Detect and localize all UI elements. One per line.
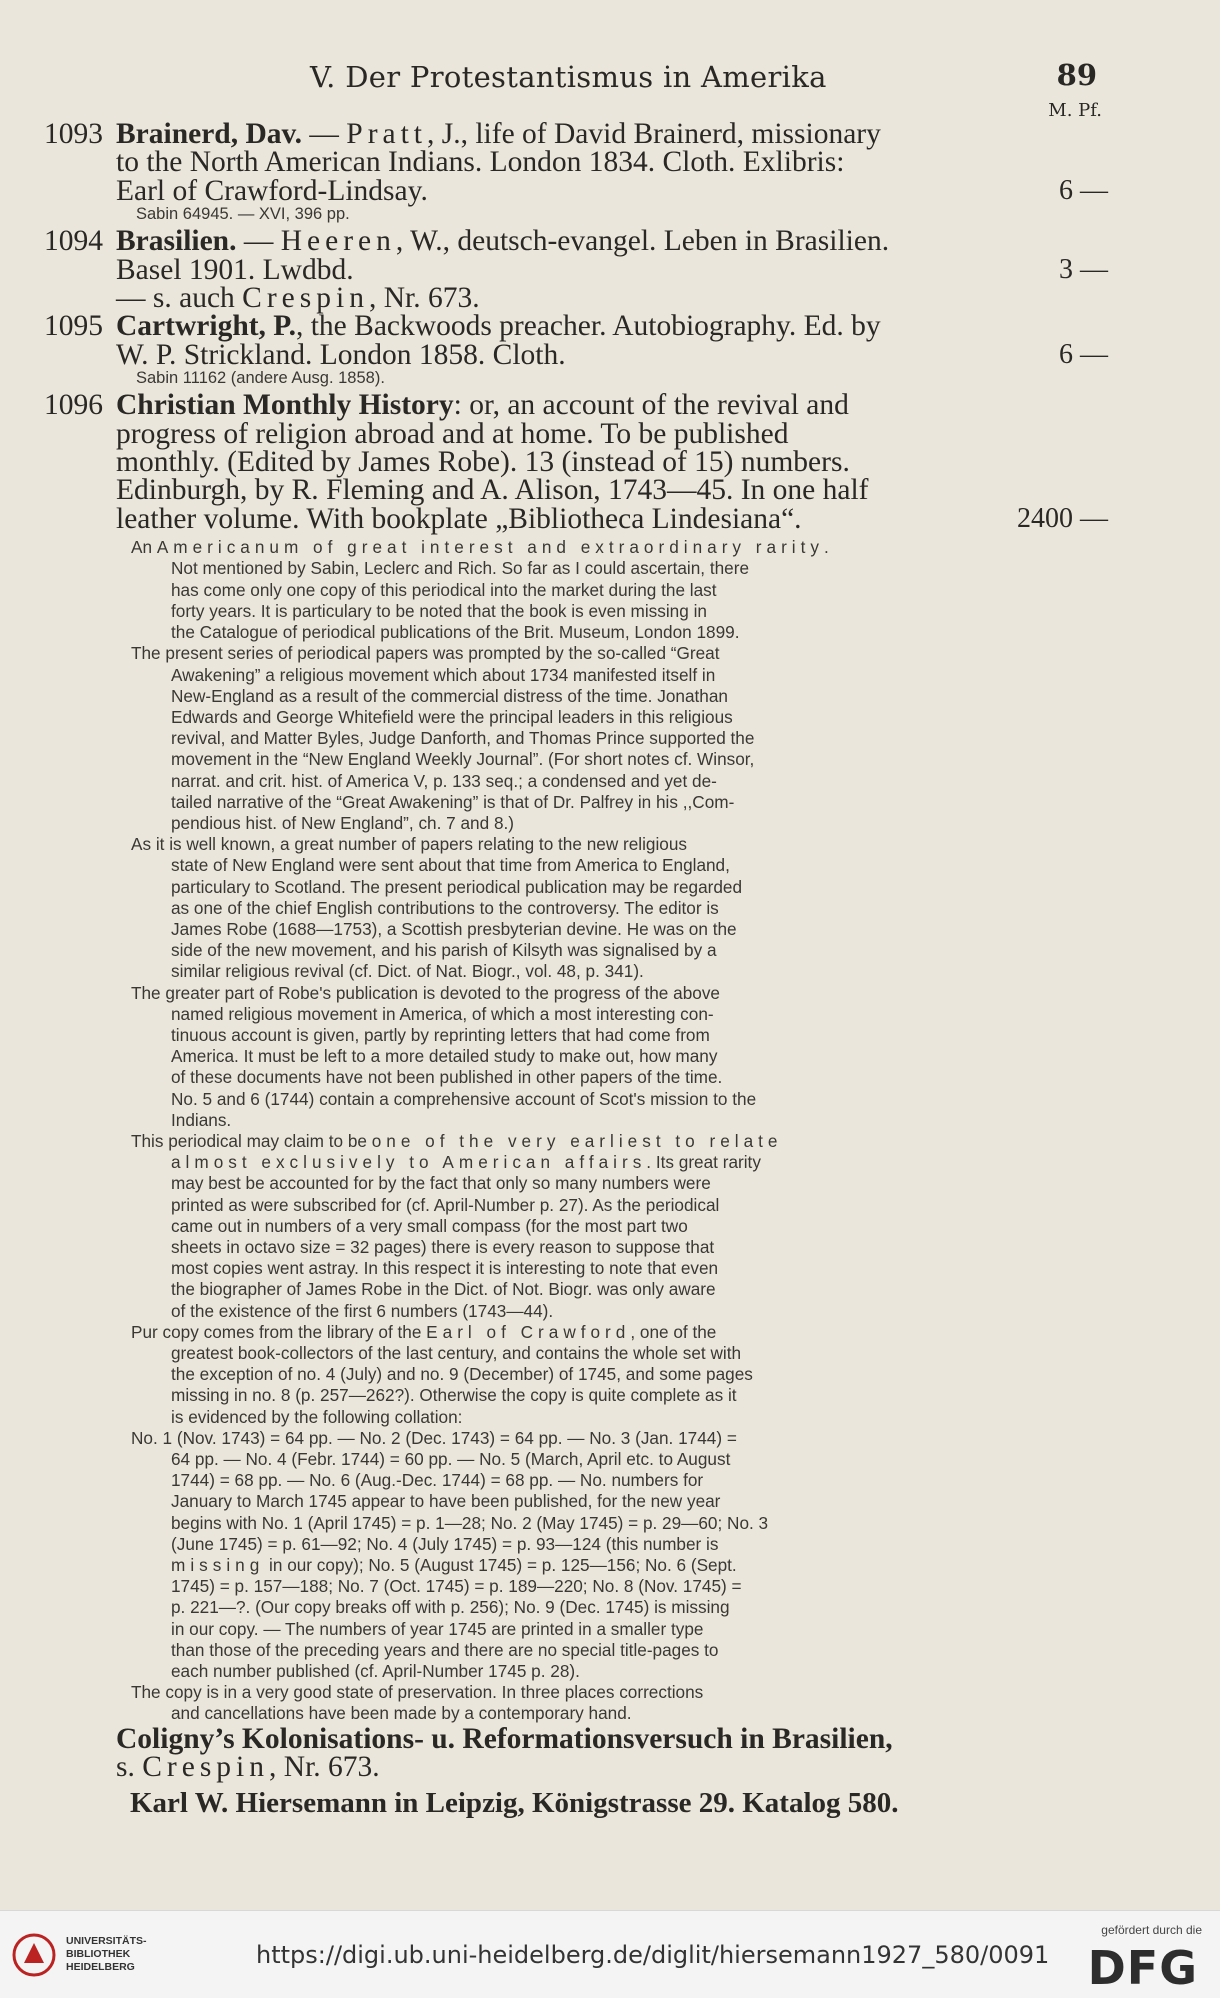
entry-price: 2400 — bbox=[1017, 502, 1108, 534]
entry-line bbox=[44, 174, 1108, 207]
note-line: as one of the chief English contributions to the controversy. The editor is bbox=[171, 897, 719, 918]
note-line: January to March 1745 appear to have been published, for the new year bbox=[171, 1491, 721, 1512]
entry-line bbox=[44, 310, 1104, 343]
note-line: As it is well known, a great number of papers relating to the new religious bbox=[131, 834, 688, 855]
note-line: side of the new movement, and his parish of Kilsyth was signalised by a bbox=[171, 940, 717, 961]
entry-line bbox=[44, 225, 1104, 258]
entry-line bbox=[44, 338, 1108, 371]
note-line: No. 5 and 6 (1744) contain a comprehensive account of Scot's mission to the bbox=[171, 1088, 757, 1109]
note-line: revival, and Matter Byles, Judge Danforth, and Thomas Prince supported the bbox=[171, 728, 755, 749]
note-line: This periodical may claim to be one of the very earliest to relate bbox=[131, 1130, 783, 1151]
note-line: most copies went astray. In this respect it is interesting to note that even bbox=[171, 1258, 719, 1279]
note-paragraph bbox=[131, 1322, 1104, 1428]
entry-text: monthly. (Edited by James Robe). 13 (instead of 15) numbers. bbox=[116, 446, 850, 479]
note-line: missing in no. 8 (p. 257—262?). Otherwise the copy is quite complete as it bbox=[171, 1385, 737, 1406]
sabin-reference: Sabin 64945. — XVI, 396 pp. bbox=[136, 205, 350, 224]
note-line: tailed narrative of the “Great Awakening” is that of Dr. Palfrey in his ,,Com- bbox=[171, 791, 735, 812]
catalog-entry bbox=[44, 118, 1108, 224]
university-library-logo bbox=[66, 1935, 147, 1974]
note-paragraph bbox=[131, 834, 1104, 982]
note-line: the biographer of James Robe in the Dict. of Not. Biogr. was only aware bbox=[171, 1279, 716, 1300]
note-line: of the existence of the first 6 numbers (1743—44). bbox=[171, 1300, 554, 1321]
funding-note: gefördert durch die bbox=[1101, 1923, 1202, 1937]
note-line: 64 pp. — No. 4 (Febr. 1744) = 60 pp. — No. 5 (March, April etc. to August bbox=[171, 1449, 731, 1470]
entry-line: Coligny’s Kolonisations- u. Reformationsversuch in Brasilien, bbox=[116, 1722, 893, 1755]
note-line: Pur copy comes from the library of the Earl of Crawford, one of the bbox=[131, 1321, 717, 1342]
note-paragraph bbox=[131, 1682, 1104, 1724]
note-line: begins with No. 1 (April 1745) = p. 1—28; No. 2 (May 1745) = p. 29—60; No. 3 bbox=[171, 1512, 769, 1533]
entry-text: — s. auch Crespin, Nr. 673. bbox=[116, 282, 480, 315]
catalog-entries bbox=[44, 118, 1108, 1784]
entry-price: 6 — bbox=[1059, 338, 1108, 370]
note-paragraph bbox=[131, 1131, 1104, 1322]
note-line: of these documents have not been published in other papers of the time. bbox=[171, 1067, 723, 1088]
logo-line: UNIVERSITÄTS- bbox=[66, 1935, 147, 1947]
note-line: each number published (cf. April-Number 1745 p. 28). bbox=[171, 1661, 580, 1682]
entry-text: Edinburgh, by R. Fleming and A. Alison, 1743—45. In one half bbox=[116, 474, 869, 507]
entry-number: 1096 bbox=[44, 389, 103, 422]
note-line: tinuous account is given, partly by reprinting letters that had come from bbox=[171, 1024, 710, 1045]
note-line: pendious hist. of New England”, ch. 7 and 8.) bbox=[171, 812, 515, 833]
logo-line: HEIDELBERG bbox=[66, 1961, 135, 1973]
page-number: 89 bbox=[1056, 58, 1097, 92]
note-line: greatest book-collectors of the last century, and contains the whole set with bbox=[171, 1343, 742, 1363]
note-line: 1744) = 68 pp. — No. 6 (Aug.-Dec. 1744) = 68 pp. — No. numbers for bbox=[171, 1470, 704, 1491]
note-line: No. 1 (Nov. 1743) = 64 pp. — No. 2 (Dec. 1743) = 64 pp. — No. 3 (Jan. 1744) = bbox=[131, 1427, 737, 1448]
note-paragraph bbox=[131, 643, 1104, 834]
entry-text: leather volume. With bookplate „Bibliotheca Lindesiana“. bbox=[116, 502, 802, 535]
university-seal-icon bbox=[12, 1933, 56, 1977]
note-paragraph bbox=[131, 1428, 1104, 1682]
note-line: has come only one copy of this periodical into the market during the last bbox=[171, 579, 717, 600]
note-line: similar religious revival (cf. Dict. of Nat. Biogr., vol. 48, p. 341). bbox=[171, 961, 644, 982]
entry-line bbox=[44, 474, 1104, 507]
entry-line bbox=[44, 389, 1104, 422]
note-line: The present series of periodical papers was prompted by the so-called “Great bbox=[131, 643, 720, 664]
note-line: New-England as a result of the commercial distress of the time. Jonathan bbox=[171, 685, 728, 706]
note-line: almost exclusively to American affairs. Its great rarity bbox=[171, 1152, 761, 1173]
note-line: the Catalogue of periodical publications of the Brit. Museum, London 1899. bbox=[171, 622, 740, 643]
entry-text: Basel 1901. Lwdbd. bbox=[116, 253, 354, 286]
entry-line bbox=[44, 253, 1108, 286]
note-line: An Americanum of great interest and extraordinary rarity. bbox=[131, 537, 829, 558]
entry-line bbox=[44, 417, 1104, 450]
note-line: narrat. and crit. hist. of America V, p. 133 seq.; a condensed and yet de- bbox=[171, 770, 717, 791]
entry-text: Brasilien. — Heeren, W., deutsch-evangel. Leben in Brasilien. bbox=[116, 225, 890, 258]
note-line: movement in the “New England Weekly Journal”. (For short notes cf. Winsor, bbox=[171, 749, 755, 770]
entry-line: s. Crespin, Nr. 673. bbox=[116, 1751, 380, 1784]
entry-line bbox=[44, 282, 1104, 315]
note-line: is evidenced by the following collation: bbox=[171, 1406, 463, 1427]
dfg-logo: DFG bbox=[1087, 1941, 1198, 1995]
entry-text: progress of religion abroad and at home. To be published bbox=[116, 417, 789, 450]
note-line: particulary to Scotland. The present periodical publication may be regarded bbox=[171, 876, 743, 897]
entry-line bbox=[44, 146, 1104, 179]
note-line: p. 221—?. (Our copy breaks off with p. 256); No. 9 (Dec. 1745) is missing bbox=[171, 1597, 730, 1618]
catalog-entry bbox=[44, 389, 1108, 535]
catalog-entry-crossref bbox=[44, 1722, 1104, 1784]
entry-line bbox=[44, 502, 1108, 535]
viewer-bar bbox=[0, 1910, 1220, 1998]
price-column-head: M. Pf. bbox=[1048, 100, 1102, 121]
note-line: The copy is in a very good state of preservation. In three places corrections bbox=[131, 1682, 704, 1703]
note-line: and cancellations have been made by a contemporary hand. bbox=[171, 1703, 632, 1724]
note-line: state of New England were sent about that time from America to England, bbox=[171, 855, 730, 876]
entry-price: 3 — bbox=[1059, 253, 1108, 285]
entry-text: Cartwright, P., the Backwoods preacher. Autobiography. Ed. by bbox=[116, 310, 881, 343]
entry-notes bbox=[44, 537, 1104, 1724]
note-line: Awakening” a religious movement which about 1734 manifested itself in bbox=[171, 664, 716, 685]
entry-number: 1094 bbox=[44, 225, 103, 258]
note-line: than those of the preceding years and there are no special title-pages to bbox=[171, 1639, 719, 1660]
note-paragraph bbox=[131, 983, 1104, 1131]
note-line: sheets in octavo size = 32 pages) there is every reason to suppose that bbox=[171, 1236, 715, 1257]
note-line: America. It must be left to a more detailed study to make out, how many bbox=[171, 1046, 718, 1067]
entry-price: 6 — bbox=[1059, 174, 1108, 206]
catalog-entry bbox=[44, 225, 1108, 315]
entry-text: Earl of Crawford-Lindsay. bbox=[116, 174, 428, 207]
logo-line: BIBLIOTHEK bbox=[66, 1948, 131, 1960]
note-line: forty years. It is particulary to be noted that the book is even missing in bbox=[171, 600, 707, 621]
note-line: Indians. bbox=[171, 1109, 232, 1130]
catalog-entry bbox=[44, 310, 1108, 388]
entry-line bbox=[44, 446, 1104, 479]
entry-text: to the North American Indians. London 1834. Cloth. Exlibris: bbox=[116, 146, 845, 179]
sabin-reference: Sabin 11162 (andere Ausg. 1858). bbox=[136, 369, 385, 388]
permalink-url[interactable]: https://digi.ub.uni-heidelberg.de/diglit/hiersemann1927_580/0091 bbox=[256, 1941, 1050, 1969]
entry-text: W. P. Strickland. London 1858. Cloth. bbox=[116, 338, 566, 371]
entry-line bbox=[44, 120, 1104, 148]
running-head: V. Der Protestantismus in Amerika bbox=[310, 60, 827, 94]
note-paragraph bbox=[131, 537, 1104, 643]
entry-text: Brainerd, Dav. — Pratt, J., life of David Brainerd, missionary bbox=[116, 118, 881, 150]
note-line: came out in numbers of a very small compass (for the most part two bbox=[171, 1215, 688, 1236]
note-line: 1745) = p. 157—188; No. 7 (Oct. 1745) = p. 189—220; No. 8 (Nov. 1745) = bbox=[171, 1576, 742, 1597]
note-line: the exception of no. 4 (July) and no. 9 (December) of 1745, and some pages bbox=[171, 1364, 753, 1385]
note-line: in our copy. — The numbers of year 1745 are printed in a smaller type bbox=[171, 1618, 704, 1639]
publisher-footer: Karl W. Hiersemann in Leipzig, Königstrasse 29. Katalog 580. bbox=[130, 1787, 899, 1819]
note-line: named religious movement in America, of which a most interesting con- bbox=[171, 1003, 714, 1024]
note-line: James Robe (1688—1753), a Scottish presbyterian devine. He was on the bbox=[171, 918, 737, 939]
note-line: Not mentioned by Sabin, Leclerc and Rich. So far as I could ascertain, there bbox=[171, 558, 750, 579]
note-line: Edwards and George Whitefield were the principal leaders in this religious bbox=[171, 706, 733, 727]
note-line: printed as were subscribed for (cf. April-Number p. 27). As the periodical bbox=[171, 1194, 720, 1215]
note-line: may best be accounted for by the fact that only so many numbers were bbox=[171, 1173, 711, 1194]
note-line: The greater part of Robe's publication is devoted to the progress of the above bbox=[131, 982, 720, 1003]
entry-text: Christian Monthly History: or, an account of the revival and bbox=[116, 389, 849, 422]
note-line: missing in our copy); No. 5 (August 1745) = p. 125—156; No. 6 (Sept. bbox=[171, 1555, 737, 1576]
entry-number: 1095 bbox=[44, 310, 103, 343]
entry-number: 1093 bbox=[44, 118, 103, 150]
note-line: (June 1745) = p. 61—92; No. 4 (July 1745) = p. 93—124 (this number is bbox=[171, 1533, 719, 1554]
